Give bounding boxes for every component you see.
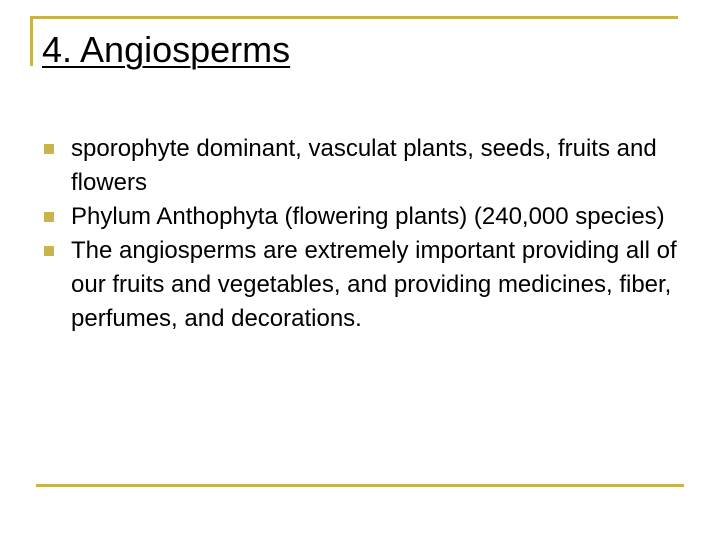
bullet-item-importance: [44, 234, 684, 336]
bullet-list: [44, 132, 684, 336]
left-accent-bar: [30, 16, 33, 66]
bullet-text: Phylum Anthophyta (flowering plants) (240,000 species): [71, 203, 665, 230]
bullet-item-sporophyte: [44, 132, 684, 200]
bullet-text: sporophyte dominant, vasculat plants, seeds, fruits and flowers: [71, 135, 657, 196]
top-divider: [30, 16, 678, 19]
square-bullet-icon: [44, 144, 54, 154]
bottom-divider: [36, 484, 684, 487]
slide-title: 4. Angiosperms: [42, 29, 291, 70]
bullet-text: The angiosperms are extremely important providing all of our fruits and vegetables, and providing medicines, fiber, perfumes, and decorations.: [71, 237, 677, 332]
bullet-item-phylum: [44, 200, 684, 234]
square-bullet-icon: [44, 212, 54, 222]
square-bullet-icon: [44, 246, 54, 256]
